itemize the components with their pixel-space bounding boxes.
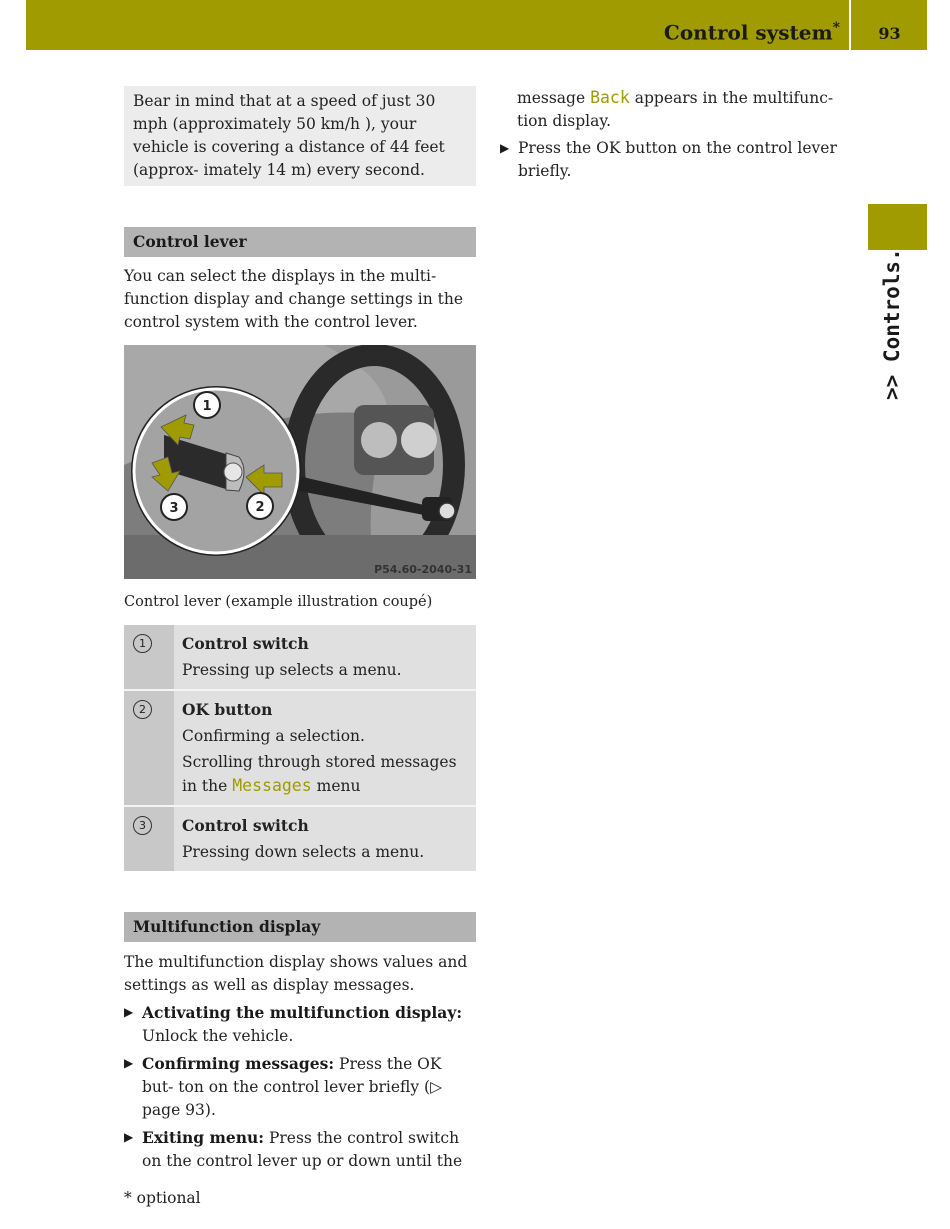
instruction-list [124, 1001, 476, 1173]
instruction-label: Activating the multifunction display: [142, 1003, 463, 1022]
note-box [124, 86, 476, 186]
instruction-list-right [500, 137, 850, 183]
back-display-term: Back [590, 88, 630, 107]
multifunction-display-intro: The multifunction display shows values and settings as well as display messages. [124, 953, 468, 994]
figure-code: P54.60-2040-31 [374, 563, 472, 576]
key-title: Control switch [182, 816, 309, 835]
instruction-label: Confirming messages: [142, 1054, 335, 1073]
page-number: 93 [878, 24, 901, 43]
instruction-item [124, 1052, 476, 1122]
key-description-suffix: menu [316, 777, 361, 795]
key-description [174, 748, 476, 798]
instruction-item [124, 1126, 476, 1173]
section-heading-multifunction-display: Multifunction display [124, 912, 476, 942]
key-row [124, 690, 476, 806]
control-lever-intro: You can select the displays in the multi- function display and change settings in the control system with the control lever. [124, 267, 464, 331]
note-text: Bear in mind that at a speed of just 30 mph (approximately 50 km/h ), your vehicle is covering a distance of 44 feet (approx- imately 14 m) every second. [133, 92, 445, 179]
instruction-label: Exiting menu: [142, 1128, 265, 1147]
control-lever-illustration [124, 345, 476, 579]
instruction-text: Press the OK but- ton on the control lever briefly (▷ page 93). [142, 1055, 443, 1119]
key-number: 1 [133, 634, 152, 653]
page-title-text: Control system [663, 20, 833, 45]
callout-1: 1 [202, 399, 212, 414]
section-heading-control-lever: Control lever [124, 227, 476, 257]
instruction-text: Press the control switch on the control lever up or down until the [142, 1129, 463, 1170]
key-description-cell [174, 625, 476, 690]
key-description: Pressing up selects a menu. [182, 661, 402, 679]
messages-menu-term: Messages [232, 776, 312, 795]
callout-2: 2 [255, 500, 265, 515]
key-row [124, 806, 476, 871]
key-description: Confirming a selection. [182, 727, 365, 745]
continued-text-prefix: message [517, 89, 586, 107]
key-row [124, 625, 476, 690]
key-title: OK button [182, 700, 273, 719]
key-number-cell [124, 806, 174, 871]
instruction-item: ▶ Press the OK button on the control lever briefly. [500, 137, 850, 183]
key-number-cell [124, 625, 174, 690]
key-description: Pressing down selects a menu. [182, 843, 425, 861]
key-number-cell [124, 690, 174, 806]
key-table [124, 625, 476, 871]
key-description-cell [174, 690, 476, 806]
key-number: 2 [133, 700, 152, 719]
chapter-tab-label: >> Controls. [880, 248, 904, 400]
continued-text [500, 86, 850, 133]
figure-caption: Control lever (example illustration coupé) [124, 594, 433, 610]
footnote: * optional [124, 1189, 201, 1207]
chapter-tab-marker [868, 204, 927, 250]
key-description-cell [174, 806, 476, 871]
optional-mark: * [832, 20, 840, 36]
left-column [124, 86, 476, 1173]
callout-3: 3 [169, 501, 179, 516]
continued-text-suffix: appears in the multifunc- tion display. [517, 89, 834, 130]
right-column [500, 86, 850, 183]
control-lever-figure [124, 345, 476, 579]
key-number: 3 [133, 816, 152, 835]
key-description-prefix: Scrolling through stored messages in the [182, 753, 457, 795]
header-divider [849, 0, 851, 50]
key-title: Control switch [182, 634, 309, 653]
page-title [664, 20, 840, 45]
instruction-text: Unlock the vehicle. [142, 1027, 294, 1045]
instruction-item [124, 1001, 476, 1048]
